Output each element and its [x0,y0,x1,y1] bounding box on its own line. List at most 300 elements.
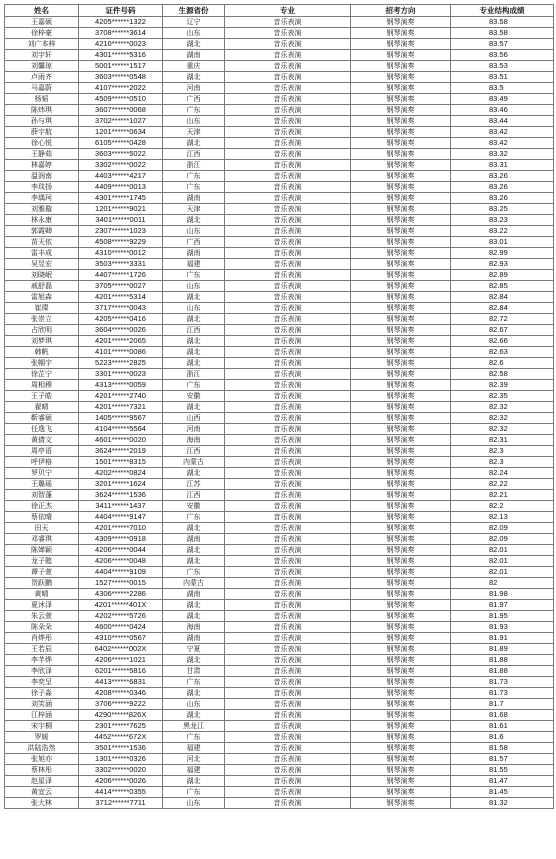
cell-province: 湖北 [163,292,225,303]
cell-name: 王静茹 [5,149,79,160]
cell-score: 83.57 [451,39,554,50]
cell-id-number: 4306******2286 [79,589,163,600]
cell-id-number: 4403******4217 [79,171,163,182]
cell-direction: 钢琴演奏 [351,743,451,754]
cell-major: 音乐表演 [225,589,351,600]
table-row [5,567,554,578]
cell-province: 湖北 [163,545,225,556]
cell-province: 黑龙江 [163,721,225,732]
cell-direction: 钢琴演奏 [351,578,451,589]
cell-direction: 钢琴演奏 [351,655,451,666]
table-row [5,666,554,677]
cell-score: 82.93 [451,259,554,270]
header-major: 专业 [225,5,351,17]
cell-id-number: 1527******0015 [79,578,163,589]
cell-province: 湖北 [163,776,225,787]
cell-direction: 钢琴演奏 [351,204,451,215]
cell-major: 音乐表演 [225,28,351,39]
cell-major: 音乐表演 [225,380,351,391]
cell-province: 山东 [163,798,225,809]
table-row [5,160,554,171]
table-row [5,270,554,281]
cell-province: 广东 [163,182,225,193]
cell-direction: 钢琴演奏 [351,699,451,710]
cell-score: 81.61 [451,721,554,732]
table-row [5,358,554,369]
cell-province: 湖北 [163,655,225,666]
cell-id-number: 1201******0634 [79,127,163,138]
table-row [5,479,554,490]
cell-id-number: 4201******401X [79,600,163,611]
cell-province: 湖北 [163,402,225,413]
cell-id-number: 6402******002X [79,644,163,655]
cell-province: 广西 [163,94,225,105]
cell-id-number: 4201******2065 [79,336,163,347]
cell-province: 湖北 [163,611,225,622]
header-province: 生源省份 [163,5,225,17]
cell-direction: 钢琴演奏 [351,435,451,446]
cell-id-number: 4202******0824 [79,468,163,479]
cell-direction: 钢琴演奏 [351,501,451,512]
cell-name: 刘宇轩 [5,50,79,61]
cell-id-number: 3603******5022 [79,149,163,160]
table-row [5,17,554,28]
cell-name: 雷丰成 [5,248,79,259]
cell-name: 邓睿琪 [5,534,79,545]
cell-major: 音乐表演 [225,347,351,358]
cell-name: 徐芷宁 [5,369,79,380]
cell-direction: 钢琴演奏 [351,171,451,182]
cell-province: 湖南 [163,50,225,61]
cell-name: 李琰扬 [5,182,79,193]
cell-score: 82.63 [451,347,554,358]
cell-id-number: 3301******0023 [79,369,163,380]
cell-score: 83.56 [451,50,554,61]
cell-name: 刘智蓬 [5,490,79,501]
cell-major: 音乐表演 [225,666,351,677]
cell-direction: 钢琴演奏 [351,380,451,391]
cell-province: 浙江 [163,369,225,380]
table-row [5,380,554,391]
cell-major: 音乐表演 [225,314,351,325]
cell-name: 郭霞卿 [5,226,79,237]
cell-direction: 钢琴演奏 [351,523,451,534]
cell-major: 音乐表演 [225,677,351,688]
cell-score: 81.93 [451,622,554,633]
cell-major: 音乐表演 [225,765,351,776]
cell-province: 湖南 [163,589,225,600]
cell-name: 任逸飞 [5,424,79,435]
cell-score: 81.57 [451,754,554,765]
cell-province: 海南 [163,622,225,633]
cell-score: 82.72 [451,314,554,325]
cell-province: 湖北 [163,39,225,50]
cell-direction: 钢琴演奏 [351,127,451,138]
cell-direction: 钢琴演奏 [351,61,451,72]
table-row [5,292,554,303]
cell-name: 翟晴 [5,402,79,413]
cell-id-number: 4404******9109 [79,567,163,578]
cell-score: 83.23 [451,215,554,226]
cell-direction: 钢琴演奏 [351,116,451,127]
cell-province: 广东 [163,380,225,391]
cell-major: 音乐表演 [225,193,351,204]
table-row [5,787,554,798]
cell-major: 音乐表演 [225,369,351,380]
cell-name: 戚舒磊 [5,281,79,292]
cell-score: 82.84 [451,303,554,314]
cell-major: 音乐表演 [225,237,351,248]
cell-id-number: 4313******0059 [79,380,163,391]
cell-score: 81.88 [451,666,554,677]
cell-province: 天津 [163,204,225,215]
cell-name: 崔璨 [5,303,79,314]
cell-direction: 钢琴演奏 [351,721,451,732]
cell-major: 音乐表演 [225,226,351,237]
cell-score: 82.09 [451,523,554,534]
cell-province: 浙江 [163,160,225,171]
cell-major: 音乐表演 [225,116,351,127]
cell-direction: 钢琴演奏 [351,534,451,545]
cell-score: 81.89 [451,644,554,655]
cell-id-number: 4404******9147 [79,512,163,523]
table-row [5,523,554,534]
cell-score: 81.97 [451,600,554,611]
cell-province: 辽宁 [163,17,225,28]
table-row [5,413,554,424]
cell-name: 罗贝宁 [5,468,79,479]
cell-score: 81.98 [451,589,554,600]
cell-province: 重庆 [163,61,225,72]
cell-id-number: 4101******0086 [79,347,163,358]
cell-direction: 钢琴演奏 [351,644,451,655]
cell-major: 音乐表演 [225,479,351,490]
cell-score: 82.09 [451,534,554,545]
cell-province: 广东 [163,270,225,281]
cell-direction: 钢琴演奏 [351,589,451,600]
cell-name: 洪陆浩然 [5,743,79,754]
cell-name: 王璐瑶 [5,479,79,490]
cell-id-number: 2307******1023 [79,226,163,237]
cell-direction: 钢琴演奏 [351,556,451,567]
cell-id-number: 3302******0020 [79,765,163,776]
table-row [5,182,554,193]
table-row [5,391,554,402]
cell-id-number: 3603******0548 [79,72,163,83]
cell-province: 安徽 [163,501,225,512]
cell-score: 81.91 [451,633,554,644]
cell-direction: 钢琴演奏 [351,28,451,39]
table-body [5,17,554,809]
header-direction: 招考方向 [351,5,451,17]
table-row [5,193,554,204]
cell-major: 音乐表演 [225,699,351,710]
cell-id-number: 3401******0011 [79,215,163,226]
cell-major: 音乐表演 [225,622,351,633]
cell-province: 江西 [163,446,225,457]
cell-score: 82.32 [451,424,554,435]
cell-direction: 钢琴演奏 [351,248,451,259]
cell-direction: 钢琴演奏 [351,259,451,270]
cell-province: 山东 [163,699,225,710]
cell-direction: 钢琴演奏 [351,545,451,556]
table-row [5,127,554,138]
cell-major: 音乐表演 [225,798,351,809]
table-row [5,490,554,501]
cell-major: 音乐表演 [225,358,351,369]
cell-id-number: 2301******7625 [79,721,163,732]
cell-direction: 钢琴演奏 [351,512,451,523]
cell-name: 田天 [5,523,79,534]
table-row [5,39,554,50]
cell-score: 82.21 [451,490,554,501]
cell-province: 内蒙古 [163,578,225,589]
cell-name: 孙与琪 [5,116,79,127]
cell-major: 音乐表演 [225,688,351,699]
cell-score: 82.99 [451,248,554,259]
cell-province: 山东 [163,303,225,314]
cell-score: 82 [451,578,554,589]
cell-major: 音乐表演 [225,424,351,435]
cell-direction: 钢琴演奏 [351,182,451,193]
cell-province: 福建 [163,743,225,754]
header-id-number: 证件号码 [79,5,163,17]
cell-province: 湖北 [163,556,225,567]
cell-id-number: 3702******1027 [79,116,163,127]
cell-id-number: 4107******2022 [79,83,163,94]
cell-province: 湖北 [163,600,225,611]
cell-id-number: 1405******9567 [79,413,163,424]
cell-major: 音乐表演 [225,204,351,215]
cell-name: 占欣明 [5,325,79,336]
cell-major: 音乐表演 [225,105,351,116]
cell-province: 广东 [163,105,225,116]
cell-name: 贺跃鹏 [5,578,79,589]
cell-major: 音乐表演 [225,17,351,28]
cell-direction: 钢琴演奏 [351,50,451,61]
cell-province: 江西 [163,490,225,501]
cell-direction: 钢琴演奏 [351,292,451,303]
cell-province: 广西 [163,237,225,248]
cell-id-number: 3708******3614 [79,28,163,39]
cell-direction: 钢琴演奏 [351,490,451,501]
table-row [5,468,554,479]
table-row [5,435,554,446]
cell-direction: 钢琴演奏 [351,402,451,413]
cell-major: 音乐表演 [225,732,351,743]
cell-province: 甘肃 [163,666,225,677]
cell-id-number: 3607******0068 [79,105,163,116]
cell-name: 刘晓岷 [5,270,79,281]
cell-province: 安徽 [163,391,225,402]
cell-major: 音乐表演 [225,457,351,468]
cell-major: 音乐表演 [225,94,351,105]
table-row [5,633,554,644]
cell-id-number: 4601******0020 [79,435,163,446]
score-table [4,4,554,809]
cell-score: 82.2 [451,501,554,512]
cell-direction: 钢琴演奏 [351,446,451,457]
cell-id-number: 6201******5816 [79,666,163,677]
cell-name: 刘广本梓 [5,39,79,50]
table-row [5,600,554,611]
cell-name: 张帼宇 [5,358,79,369]
table-row [5,50,554,61]
cell-province: 湖北 [163,138,225,149]
cell-direction: 钢琴演奏 [351,479,451,490]
cell-province: 山西 [163,413,225,424]
cell-score: 83.26 [451,171,554,182]
cell-province: 湖北 [163,358,225,369]
table-row [5,226,554,237]
table-row [5,743,554,754]
cell-id-number: 4104******5564 [79,424,163,435]
cell-name: 温润南 [5,171,79,182]
cell-name: 雷旭森 [5,292,79,303]
cell-major: 音乐表演 [225,600,351,611]
table-row [5,424,554,435]
cell-score: 82.35 [451,391,554,402]
cell-score: 83.26 [451,182,554,193]
table-row [5,776,554,787]
cell-direction: 钢琴演奏 [351,347,451,358]
table-row [5,754,554,765]
table-row [5,534,554,545]
cell-id-number: 5223******2825 [79,358,163,369]
cell-province: 湖北 [163,215,225,226]
cell-direction: 钢琴演奏 [351,611,451,622]
cell-id-number: 4206******1021 [79,655,163,666]
table-row [5,512,554,523]
cell-name: 刘笑涵 [5,699,79,710]
cell-province: 山东 [163,226,225,237]
cell-major: 音乐表演 [225,182,351,193]
cell-major: 音乐表演 [225,490,351,501]
cell-province: 湖北 [163,468,225,479]
cell-direction: 钢琴演奏 [351,677,451,688]
cell-province: 湖北 [163,72,225,83]
cell-id-number: 4206******0044 [79,545,163,556]
cell-id-number: 3624******2019 [79,446,163,457]
cell-id-number: 4508******9229 [79,237,163,248]
cell-major: 音乐表演 [225,50,351,61]
cell-name: 赵星泽 [5,776,79,787]
cell-score: 82.6 [451,358,554,369]
cell-score: 81.58 [451,743,554,754]
cell-name: 韩帆 [5,347,79,358]
cell-major: 音乐表演 [225,160,351,171]
cell-major: 音乐表演 [225,149,351,160]
table-row [5,688,554,699]
cell-id-number: 4205******1322 [79,17,163,28]
cell-direction: 钢琴演奏 [351,149,451,160]
cell-name: 刘梦琪 [5,336,79,347]
table-row [5,28,554,39]
cell-id-number: 3705******0027 [79,281,163,292]
cell-score: 83.58 [451,17,554,28]
cell-major: 音乐表演 [225,72,351,83]
cell-id-number: 4600******0424 [79,622,163,633]
cell-direction: 钢琴演奏 [351,765,451,776]
cell-major: 音乐表演 [225,534,351,545]
cell-id-number: 4409******0013 [79,182,163,193]
cell-name: 李奕呈 [5,677,79,688]
cell-id-number: 4202******5726 [79,611,163,622]
table-row [5,149,554,160]
cell-id-number: 4414******0355 [79,787,163,798]
cell-name: 周亭语 [5,446,79,457]
cell-score: 82.22 [451,479,554,490]
cell-province: 湖北 [163,710,225,721]
cell-name: 张崇立 [5,314,79,325]
cell-major: 音乐表演 [225,446,351,457]
cell-major: 音乐表演 [225,303,351,314]
cell-name: 龙子懿 [5,556,79,567]
table-row [5,501,554,512]
cell-major: 音乐表演 [225,710,351,721]
cell-major: 音乐表演 [225,259,351,270]
cell-score: 83.5 [451,83,554,94]
cell-name: 陈炜琪 [5,105,79,116]
cell-score: 82.13 [451,512,554,523]
cell-major: 音乐表演 [225,171,351,182]
cell-id-number: 4452******672X [79,732,163,743]
cell-province: 福建 [163,765,225,776]
cell-direction: 钢琴演奏 [351,160,451,171]
cell-major: 音乐表演 [225,83,351,94]
cell-name: 谭子萱 [5,567,79,578]
cell-score: 82.24 [451,468,554,479]
cell-province: 湖北 [163,347,225,358]
cell-name: 徐正杰 [5,501,79,512]
cell-direction: 钢琴演奏 [351,600,451,611]
cell-score: 81.73 [451,688,554,699]
cell-major: 音乐表演 [225,644,351,655]
cell-score: 83.01 [451,237,554,248]
cell-major: 音乐表演 [225,138,351,149]
table-row [5,611,554,622]
cell-province: 湖北 [163,523,225,534]
cell-province: 广东 [163,171,225,182]
cell-direction: 钢琴演奏 [351,314,451,325]
table-row [5,204,554,215]
cell-province: 江西 [163,325,225,336]
cell-score: 82.85 [451,281,554,292]
cell-major: 音乐表演 [225,61,351,72]
cell-name: 马嘉蔚 [5,83,79,94]
cell-score: 81.32 [451,798,554,809]
cell-direction: 钢琴演奏 [351,226,451,237]
cell-direction: 钢琴演奏 [351,413,451,424]
table-row [5,83,554,94]
cell-province: 湖北 [163,336,225,347]
cell-score: 83.49 [451,94,554,105]
cell-score: 82.66 [451,336,554,347]
cell-score: 82.39 [451,380,554,391]
cell-score: 82.01 [451,567,554,578]
cell-score: 82.32 [451,413,554,424]
cell-direction: 钢琴演奏 [351,281,451,292]
cell-score: 81.88 [451,655,554,666]
cell-name: 刘馨琼 [5,61,79,72]
table-row [5,644,554,655]
cell-score: 82.3 [451,446,554,457]
table-row [5,765,554,776]
cell-province: 江西 [163,149,225,160]
cell-id-number: 4201******7010 [79,523,163,534]
cell-direction: 钢琴演奏 [351,710,451,721]
cell-major: 音乐表演 [225,270,351,281]
